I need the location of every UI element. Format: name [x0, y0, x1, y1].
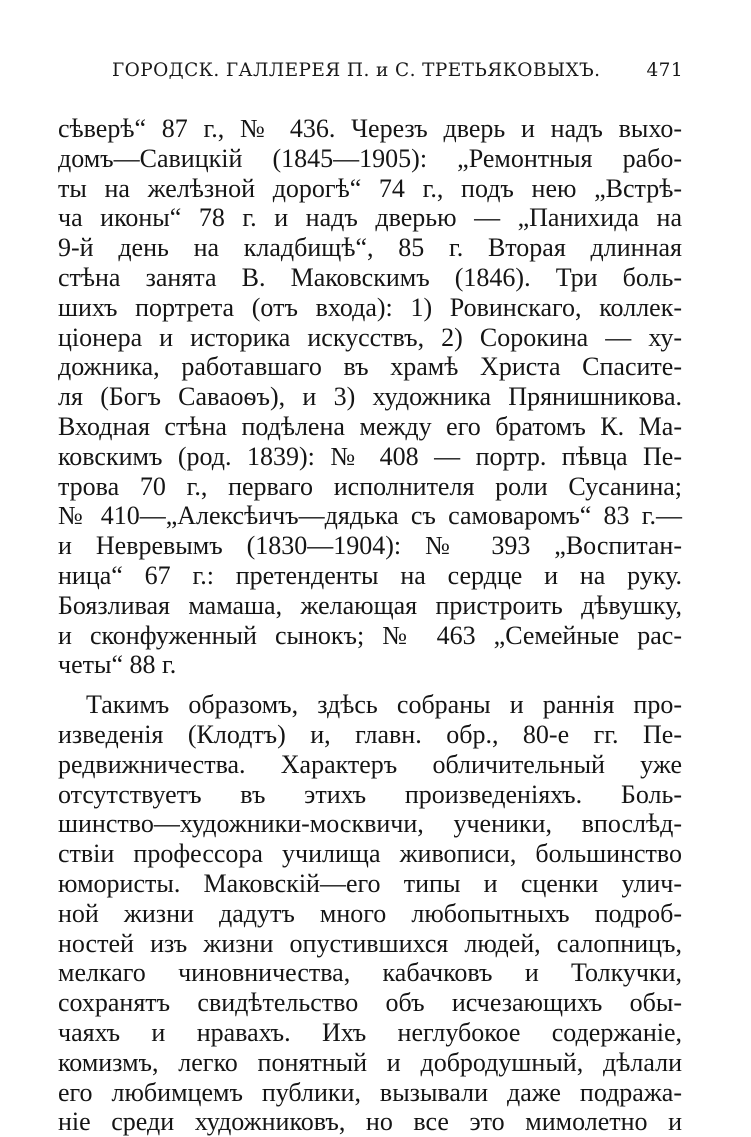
paragraph-2 — [58, 690, 682, 1137]
text-line: трова 70 г., перваго исполнителя роли Сусанина; — [58, 471, 682, 501]
page-number: 471 — [646, 60, 683, 81]
text-line: ной жизни дадутъ много любопытныхъ подроб- — [58, 898, 682, 928]
text-line: и Невревымъ (1830—1904): № 393 „Воспитан- — [58, 531, 682, 561]
text-line: № 410—„Алексѣичъ—дядька съ самоваромъ“ 83 г.— — [58, 501, 682, 531]
running-head-title: ГОРОДСК. ГАЛЛЕРЕЯ П. и С. ТРЕТЬЯКОВЫХЪ. — [112, 60, 601, 81]
text-line: ница“ 67 г.: претенденты на сердце и на руку. — [58, 560, 682, 590]
text-line: мелкаго чиновничества, кабачковъ и Толкучки, — [58, 958, 682, 988]
text-line: четы“ 88 г. — [58, 650, 177, 680]
text-line: ча иконы“ 78 г. и надъ дверью — „Панихида на — [58, 203, 682, 233]
text-line: Боязливая мамаша, желающая пристроить дѣвушку, — [58, 590, 682, 620]
text-line: сохранятъ свидѣтельство объ исчезающихъ обы- — [58, 988, 682, 1018]
text-line: стѣна занята В. Маковскимъ (1846). Три боль- — [58, 262, 682, 292]
text-line: комизмъ, легко понятный и добродушный, дѣлали — [58, 1047, 682, 1077]
text-line: ковскимъ (род. 1839): № 408 — портр. пѣвца Пе- — [58, 441, 682, 471]
text-line: цiонера и историка искусствъ, 2) Сорокина — ху- — [58, 322, 682, 352]
text-line: редвижничества. Характеръ обличительный уже — [58, 749, 682, 779]
text-line: изведенiя (Клодтъ) и, главн. обр., 80-е гг. Пе- — [58, 719, 682, 749]
text-line: Такимъ образомъ, здѣсь собраны и раннiя про- — [86, 690, 682, 720]
text-line: юмористы. Маковскiй—его типы и сценки улич- — [58, 868, 682, 898]
paragraph-1 — [58, 114, 682, 680]
text-line: шинство—художники-москвичи, ученики, впослѣд- — [58, 809, 682, 839]
text-line: сѣверѣ“ 87 г., № 436. Черезъ дверь и надъ выхо- — [58, 114, 682, 143]
text-line: шихъ портрета (отъ входа): 1) Ровинскаго, коллек- — [58, 292, 682, 322]
text-line: дожника, работавшаго въ храмѣ Христа Спасите- — [58, 352, 682, 382]
text-line: ствiи профессора училища живописи, большинство — [58, 839, 682, 869]
running-head — [112, 60, 683, 90]
text-line: отсутствуетъ въ этихъ произведенiяхъ. Боль- — [58, 779, 682, 809]
text-line: ля (Богъ Саваоѳъ), и 3) художника Прянишникова. — [58, 382, 682, 412]
text-line: нiе среди художниковъ, но все это мимолетно и — [58, 1107, 682, 1137]
text-line: 9-й день на кладбищѣ“, 85 г. Вторая длинная — [58, 233, 682, 263]
text-line: его любимцемъ публики, вызывали даже подража- — [58, 1077, 682, 1107]
text-line: ты на желѣзной дорогѣ“ 74 г., подъ нею „Встрѣ- — [58, 173, 682, 203]
text-line: Входная стѣна подѣлена между его братомъ К. Ма- — [58, 411, 682, 441]
body-text — [58, 114, 682, 1137]
text-line: ностей изъ жизни опустившихся людей, салопницъ, — [58, 928, 682, 958]
text-line: чаяхъ и нравахъ. Ихъ неглубокое содержанiе, — [58, 1017, 682, 1047]
text-line: домъ—Савицкiй (1845—1905): „Ремонтныя рабо- — [58, 143, 682, 173]
text-line: и сконфуженный сынокъ; № 463 „Семейные рас- — [58, 620, 682, 650]
